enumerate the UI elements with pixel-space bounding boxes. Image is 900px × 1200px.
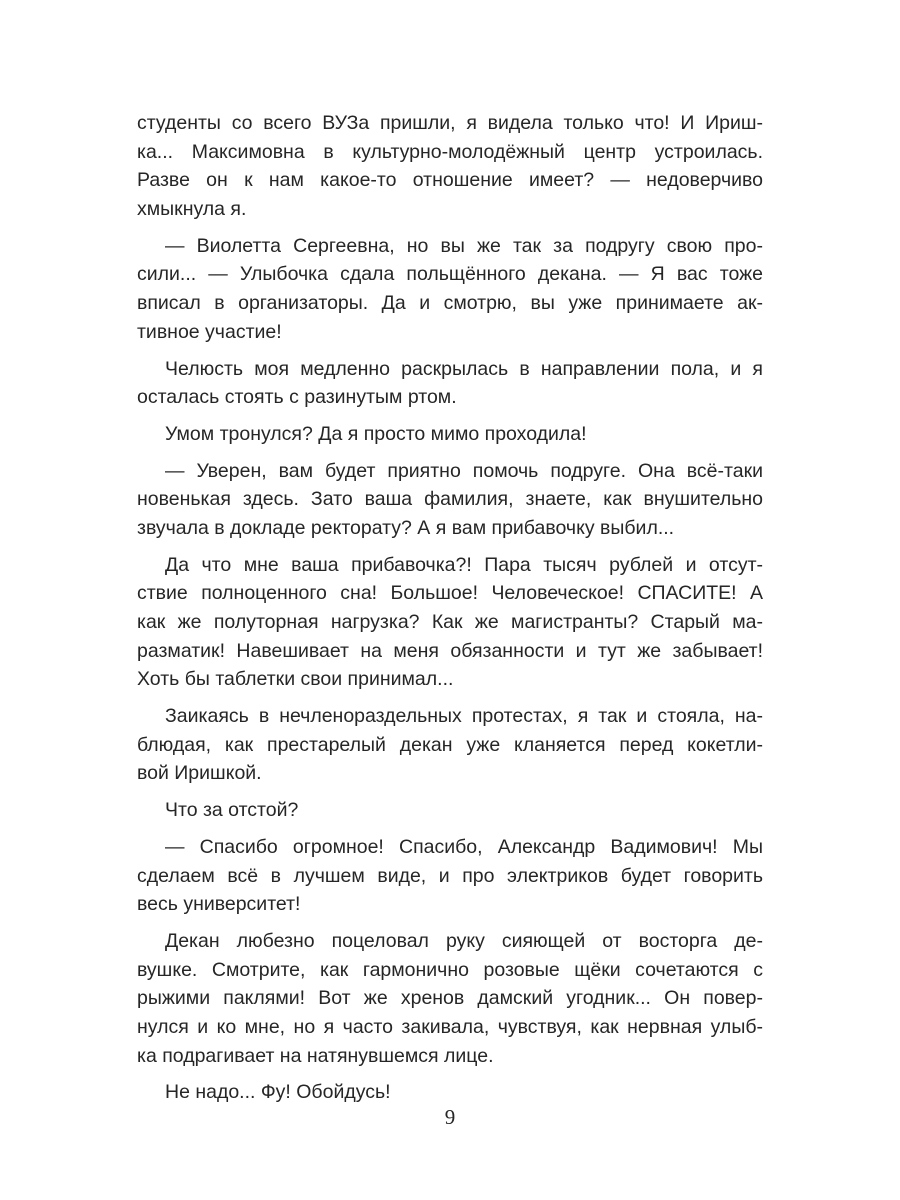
text-line: Что за отстой?	[165, 799, 299, 822]
text-line: Декан любезно поцеловал руку сияющей от восторга де-	[165, 929, 763, 952]
text-line: студенты со всего ВУЗа пришли, я видела только что! И Ириш-	[137, 112, 763, 134]
text-line: как же полуторная нагрузка? Как же магистранты? Старый ма-	[137, 611, 763, 633]
text-line: вушке. Смотрите, как гармонично розовые щёки сочетаются с	[137, 958, 763, 981]
text-line: сили... — Улыбочка сдала польщённого декана. — Я вас тоже	[137, 263, 763, 286]
text-line: — Виолетта Сергеевна, но вы же так за подругу свою про-	[165, 234, 763, 257]
text-line: Разве он к нам какое-то отношение имеет? — недоверчиво	[137, 169, 763, 192]
text-line: вписал в организаторы. Да и смотрю, вы уже принимаете ак-	[137, 292, 763, 315]
text-line: ка подрагивает на натянувшемся лице.	[137, 1044, 494, 1067]
paragraph	[137, 457, 763, 543]
book-page-text	[137, 109, 763, 1115]
text-line: ка... Максимовна в культурно-молодёжный центр устроилась.	[137, 140, 763, 163]
paragraph	[137, 232, 763, 347]
paragraph	[137, 833, 763, 919]
text-line: блюдая, как престарелый декан уже кланяется перед кокетли-	[137, 733, 763, 756]
paragraph	[137, 551, 763, 694]
text-line: Не надо... Фу! Обойдусь!	[165, 1081, 391, 1104]
text-line: — Уверен, вам будет приятно помочь подруге. Она всё-таки	[165, 459, 763, 482]
paragraph	[137, 420, 763, 449]
paragraph	[137, 1078, 763, 1107]
text-line: Хоть бы таблетки свои принимал...	[137, 668, 454, 691]
text-line: Да что мне ваша прибавочка?! Пара тысяч рублей и отсут-	[165, 553, 763, 576]
text-line: вой Иришкой.	[137, 762, 262, 785]
page-number: 9	[444, 1105, 456, 1129]
paragraph	[137, 355, 763, 412]
text-line: Умом тронулся? Да я просто мимо проходила!	[165, 422, 587, 445]
text-line: Заикаясь в нечленораздельных протестах, я так и стояла, на-	[165, 705, 763, 728]
text-line: разматик! Навешивает на меня обязанности и тут же забывает!	[137, 639, 763, 662]
text-line: осталась стоять с разинутым ртом.	[137, 386, 457, 409]
text-line: тивное участие!	[137, 320, 282, 343]
text-line: весь университет!	[137, 893, 301, 916]
text-line: сделаем всё в лучшем виде, и про электриков будет говорить	[137, 864, 763, 887]
paragraph	[137, 927, 763, 1070]
paragraph	[137, 702, 763, 788]
paragraph	[137, 109, 763, 224]
text-line: хмыкнула я.	[137, 198, 247, 221]
text-line: — Спасибо огромное! Спасибо, Александр Вадимович! Мы	[165, 835, 763, 858]
paragraph	[137, 796, 763, 825]
text-line: ствие полноценного сна! Большое! Человеческое! СПАСИТЕ! А	[137, 582, 763, 605]
text-line: Челюсть моя медленно раскрылась в направлении пола, и я	[165, 357, 763, 380]
text-line: рыжими паклями! Вот же хренов дамский угодник... Он повер-	[137, 987, 763, 1010]
text-line: звучала в докладе ректорату? А я вам прибавочку выбил...	[137, 516, 675, 539]
text-line: нулся и ко мне, но я часто закивала, чувствуя, как нервная улыб-	[137, 1015, 763, 1038]
text-line: новенькая здесь. Зато ваша фамилия, знаете, как внушительно	[137, 488, 763, 511]
